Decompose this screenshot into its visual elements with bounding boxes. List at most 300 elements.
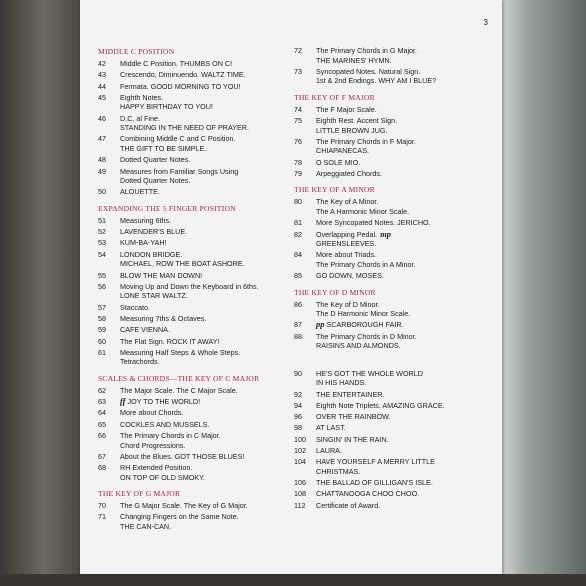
toc-entry xyxy=(294,271,494,281)
toc-section xyxy=(294,92,494,179)
toc-entry xyxy=(98,271,294,281)
entry-text xyxy=(120,420,294,430)
toc-entry xyxy=(98,463,294,482)
entry-text xyxy=(120,271,294,281)
entry-line-text: HE'S GOT THE WHOLE WORLD xyxy=(316,368,423,378)
toc-entry xyxy=(98,325,294,335)
toc-entry xyxy=(294,390,494,400)
entry-page-number: 80 xyxy=(294,197,302,207)
entry-text xyxy=(316,105,494,115)
toc-entry xyxy=(294,250,494,269)
entry-text xyxy=(316,457,494,476)
entry-line-text: Dotted Quarter Notes. xyxy=(120,155,191,165)
entry-line xyxy=(120,501,294,511)
entry-line-text: Moving Up and Down the Keyboard in 6ths. xyxy=(120,281,259,291)
entry-line-text: THE CAN-CAN. xyxy=(120,521,172,531)
section-heading: THE KEY OF F MAJOR xyxy=(294,92,375,102)
entry-line-text: Eighth Rest. Accent Sign. xyxy=(316,116,398,126)
entry-line xyxy=(120,176,294,186)
entry-page-number: 46 xyxy=(98,113,106,123)
entry-line xyxy=(120,70,294,80)
entry-text xyxy=(316,412,494,422)
entry-line-text: HAPPY BIRTHDAY TO YOU! xyxy=(120,102,213,112)
toc-entry xyxy=(294,401,494,411)
entry-line-text: Syncopated Notes. Natural Sign. xyxy=(316,66,421,76)
entry-page-number: 96 xyxy=(294,412,302,422)
section-heading: THE KEY OF D MINOR xyxy=(294,287,376,297)
entry-text xyxy=(120,512,294,531)
entry-line-text: Combining Middle C and C Position. xyxy=(120,134,236,144)
entry-line-text: MICHAEL, ROW THE BOAT ASHORE. xyxy=(120,259,245,269)
entry-line xyxy=(316,332,494,342)
entry-line-text: Staccato. xyxy=(120,302,150,312)
toc-entry xyxy=(294,137,494,156)
entry-line-text: More Syncopated Notes. JERICHO. xyxy=(316,218,431,228)
entry-line-text: HAVE YOURSELF A MERRY LITTLE xyxy=(316,457,435,467)
section-heading: EXPANDING THE 5 FINGER POSITION xyxy=(98,203,236,213)
entry-page-number: 47 xyxy=(98,134,106,144)
entry-line-text: The Primary Chords in D Minor. xyxy=(316,331,417,341)
entry-line-text: Measures from Familiar Songs Using xyxy=(120,166,239,176)
entry-line xyxy=(316,501,494,511)
entry-text xyxy=(316,300,494,319)
entry-line xyxy=(120,357,294,367)
entry-line-text: The Flat Sign. ROCK IT AWAY! xyxy=(120,336,220,346)
background-bottom-surface xyxy=(0,574,586,586)
entry-line-text: The Primary Chords in C Major. xyxy=(120,431,221,441)
entry-line-text: CAFE VIENNA. xyxy=(120,325,170,335)
entry-line xyxy=(316,271,494,281)
entry-page-number: 76 xyxy=(294,136,302,146)
entry-text xyxy=(120,187,294,197)
entry-text xyxy=(316,401,494,411)
entry-line-text: STANDING IN THE NEED OF PRAYER. xyxy=(120,123,249,133)
entry-line-text: Eighth Notes. xyxy=(120,92,164,102)
entry-line-text: RAISINS AND ALMONDS. xyxy=(316,341,401,351)
entry-line xyxy=(316,230,494,240)
entry-line-text: The G Major Scale. The Key of G Major. xyxy=(120,501,248,511)
entry-line xyxy=(120,59,294,69)
entry-line xyxy=(316,435,494,445)
entry-page-number: 71 xyxy=(98,512,106,522)
entry-line xyxy=(120,102,294,112)
entry-line xyxy=(120,238,294,248)
entry-line-text: AT LAST. xyxy=(316,423,346,433)
entry-line xyxy=(120,291,294,301)
entry-line-text: LITTLE BROWN JUG. xyxy=(316,125,388,135)
entry-line-text: More about Chords. xyxy=(120,408,184,418)
toc-right-column xyxy=(294,46,494,516)
entry-line xyxy=(316,309,494,319)
entry-line xyxy=(316,369,494,379)
entry-line xyxy=(316,320,494,330)
entry-page-number: 58 xyxy=(98,313,106,323)
entry-page-number: 59 xyxy=(98,325,106,335)
entry-text xyxy=(316,501,494,511)
entry-line xyxy=(316,146,494,156)
entry-page-number: 44 xyxy=(98,81,106,91)
entry-line xyxy=(316,446,494,456)
entry-text xyxy=(120,216,294,226)
entry-page-number: 53 xyxy=(98,238,106,248)
entry-page-number: 49 xyxy=(98,166,106,176)
toc-entry xyxy=(98,70,294,80)
toc-entry xyxy=(294,105,494,115)
toc-entry xyxy=(294,423,494,433)
entry-line-text: GO DOWN, MOSES. xyxy=(316,271,384,281)
entry-line-text: The F Major Scale. xyxy=(316,104,377,114)
toc-section xyxy=(294,357,494,510)
entry-line xyxy=(120,463,294,473)
entry-text xyxy=(120,155,294,165)
entry-line-text: Certificate of Award. xyxy=(316,500,381,510)
entry-page-number: 81 xyxy=(294,218,302,228)
entry-page-number: 82 xyxy=(294,229,302,239)
entry-line-text: CHIAPANECAS. xyxy=(316,146,369,156)
entry-text xyxy=(120,337,294,347)
entry-line-text: The Key of D Minor. xyxy=(316,299,380,309)
entry-line xyxy=(316,158,494,168)
entry-line xyxy=(120,93,294,103)
section-heading: THE KEY OF A MINOR xyxy=(294,185,375,195)
entry-text xyxy=(120,463,294,482)
toc-entry xyxy=(294,435,494,445)
entry-line-text: 1st & 2nd Endings. WHY AM I BLUE? xyxy=(316,76,437,86)
entry-line-text: CHRISTMAS. xyxy=(316,466,361,476)
toc-entry xyxy=(98,303,294,313)
toc-entry xyxy=(98,397,294,407)
entry-page-number: 86 xyxy=(294,299,302,309)
section-heading: THE KEY OF G MAJOR xyxy=(98,489,181,499)
entry-page-number: 84 xyxy=(294,250,302,260)
entry-line-text: The Primary Chords in G Major. xyxy=(316,46,418,55)
entry-line xyxy=(316,239,494,249)
entry-text xyxy=(316,446,494,456)
toc-entry xyxy=(98,408,294,418)
toc-entry xyxy=(294,501,494,511)
entry-line-text: IN HIS HANDS. xyxy=(316,378,367,388)
entry-text xyxy=(316,250,494,269)
toc-entry xyxy=(98,187,294,197)
entry-line xyxy=(120,386,294,396)
toc-entry xyxy=(98,114,294,133)
entry-text xyxy=(120,59,294,69)
toc-section xyxy=(294,287,494,351)
toc-entry xyxy=(294,197,494,216)
toc-entry xyxy=(294,218,494,228)
entry-page-number: 45 xyxy=(98,92,106,102)
entry-page-number: 55 xyxy=(98,270,106,280)
entry-page-number: 87 xyxy=(294,320,302,330)
toc-entry xyxy=(294,67,494,86)
entry-text xyxy=(316,320,494,330)
entry-text xyxy=(120,397,294,407)
entry-text xyxy=(120,250,294,269)
toc-entry xyxy=(98,82,294,92)
entry-line xyxy=(316,412,494,422)
background-left-surface xyxy=(0,0,80,586)
entry-line-text: The Primary Chords in F Major. xyxy=(316,136,416,146)
entry-line-text: The A Harmonic Minor Scale. xyxy=(316,206,410,216)
entry-line xyxy=(120,227,294,237)
entry-line xyxy=(316,116,494,126)
entry-text xyxy=(316,332,494,351)
entry-text xyxy=(120,452,294,462)
entry-page-number: 88 xyxy=(294,331,302,341)
entry-line-text: COCKLES AND MUSSELS. xyxy=(120,419,210,429)
entry-page-number: 90 xyxy=(294,368,302,378)
background-right-surface xyxy=(502,0,586,586)
entry-text xyxy=(120,114,294,133)
entry-text xyxy=(120,167,294,186)
entry-text xyxy=(120,238,294,248)
page-number: 3 xyxy=(483,18,488,27)
entry-text xyxy=(120,386,294,396)
entry-line-text: Dotted Quarter Notes. xyxy=(120,176,191,186)
entry-text xyxy=(316,390,494,400)
entry-line xyxy=(316,126,494,136)
entry-line xyxy=(120,134,294,144)
toc-entry xyxy=(294,478,494,488)
entry-page-number: 68 xyxy=(98,463,106,473)
entry-line-text: Overlapping Pedal. xyxy=(316,229,378,239)
entry-text xyxy=(120,348,294,367)
toc-section xyxy=(98,46,294,197)
entry-page-number: 108 xyxy=(294,489,306,499)
entry-line-text: SINGIN' IN THE RAIN. xyxy=(316,434,389,444)
dynamic-marking: mp xyxy=(380,228,392,239)
entry-line xyxy=(316,467,494,477)
section-spacer xyxy=(294,357,494,369)
entry-line xyxy=(120,82,294,92)
toc-entry xyxy=(294,158,494,168)
entry-line-text: Chord Progressions. xyxy=(120,440,186,450)
toc-entry xyxy=(294,46,494,65)
entry-line-text: D.C. al Fine. xyxy=(120,113,160,123)
toc-entry xyxy=(98,337,294,347)
entry-line-text: LONE STAR WALTZ. xyxy=(120,291,188,301)
entry-text xyxy=(316,169,494,179)
entry-page-number: 50 xyxy=(98,187,106,197)
toc-entry xyxy=(294,230,494,249)
entry-line xyxy=(120,144,294,154)
toc-section xyxy=(98,203,294,367)
entry-line xyxy=(120,155,294,165)
entry-line xyxy=(316,207,494,217)
toc-entry xyxy=(294,320,494,330)
entry-line xyxy=(120,408,294,418)
toc-entry xyxy=(98,314,294,324)
entry-line xyxy=(316,401,494,411)
entry-line xyxy=(120,452,294,462)
entry-line xyxy=(120,337,294,347)
entry-line xyxy=(316,197,494,207)
entry-text xyxy=(120,93,294,112)
entry-text xyxy=(120,134,294,153)
entry-line xyxy=(120,473,294,483)
entry-text xyxy=(120,82,294,92)
entry-page-number: 104 xyxy=(294,457,306,467)
toc-entry xyxy=(294,369,494,388)
entry-line xyxy=(316,67,494,77)
entry-line-text: The Major Scale. The C Major Scale. xyxy=(120,385,238,395)
entry-text xyxy=(120,314,294,324)
entry-text xyxy=(316,435,494,445)
entry-line-text: CHATTANOOGA CHOO CHOO. xyxy=(316,489,420,499)
entry-line xyxy=(316,260,494,270)
entry-line xyxy=(120,303,294,313)
entry-page-number: 62 xyxy=(98,385,106,395)
entry-text xyxy=(120,408,294,418)
entry-line-text: KUM-BA-YAH! xyxy=(120,238,167,248)
toc-entry xyxy=(294,332,494,351)
entry-line-text: About the Blues. GOT THOSE BLUES! xyxy=(120,451,245,461)
entry-line-text: THE BALLAD OF GILLIGAN'S ISLE. xyxy=(316,478,433,488)
entry-line xyxy=(120,325,294,335)
entry-text xyxy=(316,218,494,228)
entry-page-number: 54 xyxy=(98,249,106,259)
entry-line xyxy=(120,259,294,269)
entry-line-text: Arpeggiated Chords. xyxy=(316,168,382,178)
entry-line-text: ALOUETTE. xyxy=(120,187,160,197)
toc-entry xyxy=(98,501,294,511)
toc-entry xyxy=(98,386,294,396)
entry-page-number: 100 xyxy=(294,434,306,444)
toc-left-column xyxy=(98,46,294,537)
entry-page-number: 73 xyxy=(294,66,302,76)
entry-line-text: Eighth Note Triplets. AMAZING GRACE. xyxy=(316,400,445,410)
entry-page-number: 42 xyxy=(98,59,106,68)
entry-line xyxy=(316,105,494,115)
entry-line-text: Changing Fingers on the Same Note. xyxy=(120,512,239,522)
entry-line xyxy=(120,522,294,532)
entry-page-number: 66 xyxy=(98,431,106,441)
entry-page-number: 56 xyxy=(98,281,106,291)
entry-line xyxy=(316,457,494,467)
entry-page-number: 98 xyxy=(294,423,302,433)
entry-text xyxy=(316,489,494,499)
entry-text xyxy=(120,282,294,301)
entry-line-text: ON TOP OF OLD SMOKY. xyxy=(120,472,205,482)
entry-line-text: LAVENDER'S BLUE. xyxy=(120,227,188,237)
toc-entry xyxy=(294,169,494,179)
entry-page-number: 65 xyxy=(98,419,106,429)
entry-line xyxy=(120,397,294,407)
entry-line xyxy=(316,46,494,56)
entry-page-number: 70 xyxy=(98,501,106,511)
entry-line-text: RH Extended Position. xyxy=(120,463,193,473)
entry-line-text: THE ENTERTAINER. xyxy=(316,389,385,399)
entry-line xyxy=(120,250,294,260)
entry-text xyxy=(120,227,294,237)
toc-entry xyxy=(98,512,294,531)
entry-text xyxy=(316,116,494,135)
toc-entry xyxy=(294,412,494,422)
toc-entry xyxy=(294,300,494,319)
entry-line-text: Measuring 7ths & Octaves. xyxy=(120,313,207,323)
entry-text xyxy=(316,67,494,86)
toc-entry xyxy=(294,116,494,135)
entry-line xyxy=(120,512,294,522)
section-heading: SCALES & CHORDS—THE KEY OF C MAJOR xyxy=(98,373,260,383)
entry-text xyxy=(120,325,294,335)
entry-line xyxy=(120,114,294,124)
entry-line xyxy=(120,271,294,281)
toc-entry xyxy=(294,489,494,499)
toc-entry xyxy=(294,457,494,476)
entry-page-number: 112 xyxy=(294,500,306,510)
entry-line-text: More about Triads. xyxy=(316,250,376,260)
entry-text xyxy=(316,197,494,216)
entry-page-number: 51 xyxy=(98,215,106,225)
entry-line xyxy=(120,441,294,451)
entry-line xyxy=(120,187,294,197)
toc-entry xyxy=(98,134,294,153)
entry-line xyxy=(316,137,494,147)
entry-line xyxy=(120,348,294,358)
entry-line-text: Measuring 6ths. xyxy=(120,215,172,225)
toc-entry xyxy=(98,348,294,367)
entry-line-text: SCARBOROUGH FAIR. xyxy=(326,320,404,330)
entry-text xyxy=(316,423,494,433)
entry-line-text: BLOW THE MAN DOWN! xyxy=(120,270,203,280)
entry-line-text: The D Harmonic Minor Scale. xyxy=(316,309,411,319)
entry-line xyxy=(316,423,494,433)
entry-page-number: 102 xyxy=(294,446,306,456)
entry-line xyxy=(316,169,494,179)
entry-line xyxy=(120,420,294,430)
entry-line-text: Tetrachords. xyxy=(120,357,160,367)
toc-entry xyxy=(294,446,494,456)
entry-line xyxy=(316,341,494,351)
entry-text xyxy=(316,46,494,65)
entry-line-text: O SOLE MIO. xyxy=(316,157,361,167)
entry-page-number: 57 xyxy=(98,302,106,312)
entry-page-number: 60 xyxy=(98,336,106,346)
entry-page-number: 43 xyxy=(98,70,106,80)
entry-line xyxy=(316,300,494,310)
entry-line xyxy=(316,250,494,260)
toc-entry xyxy=(98,59,294,69)
toc-entry xyxy=(98,155,294,165)
toc-entry xyxy=(98,227,294,237)
entry-line-text: LONDON BRIDGE. xyxy=(120,249,183,259)
toc-entry xyxy=(98,238,294,248)
entry-line xyxy=(316,218,494,228)
entry-page-number: 106 xyxy=(294,478,306,488)
entry-line xyxy=(316,56,494,66)
toc-section xyxy=(98,488,294,531)
section-heading: MIDDLE C POSITION xyxy=(98,47,175,56)
entry-page-number: 74 xyxy=(294,104,302,114)
entry-line-text: Crescendo, Diminuendo. WALTZ TIME. xyxy=(120,70,246,80)
dynamic-marking: pp xyxy=(316,319,325,330)
toc-entry xyxy=(98,452,294,462)
toc-section xyxy=(294,184,494,280)
entry-page-number: 48 xyxy=(98,155,106,165)
entry-line xyxy=(316,378,494,388)
toc-entry xyxy=(98,167,294,186)
entry-page-number: 64 xyxy=(98,408,106,418)
entry-text xyxy=(316,158,494,168)
entry-page-number: 52 xyxy=(98,227,106,237)
toc-entry xyxy=(98,93,294,112)
entry-text xyxy=(120,303,294,313)
entry-line xyxy=(316,489,494,499)
entry-text xyxy=(120,70,294,80)
entry-text xyxy=(316,478,494,488)
toc-section xyxy=(98,373,294,482)
